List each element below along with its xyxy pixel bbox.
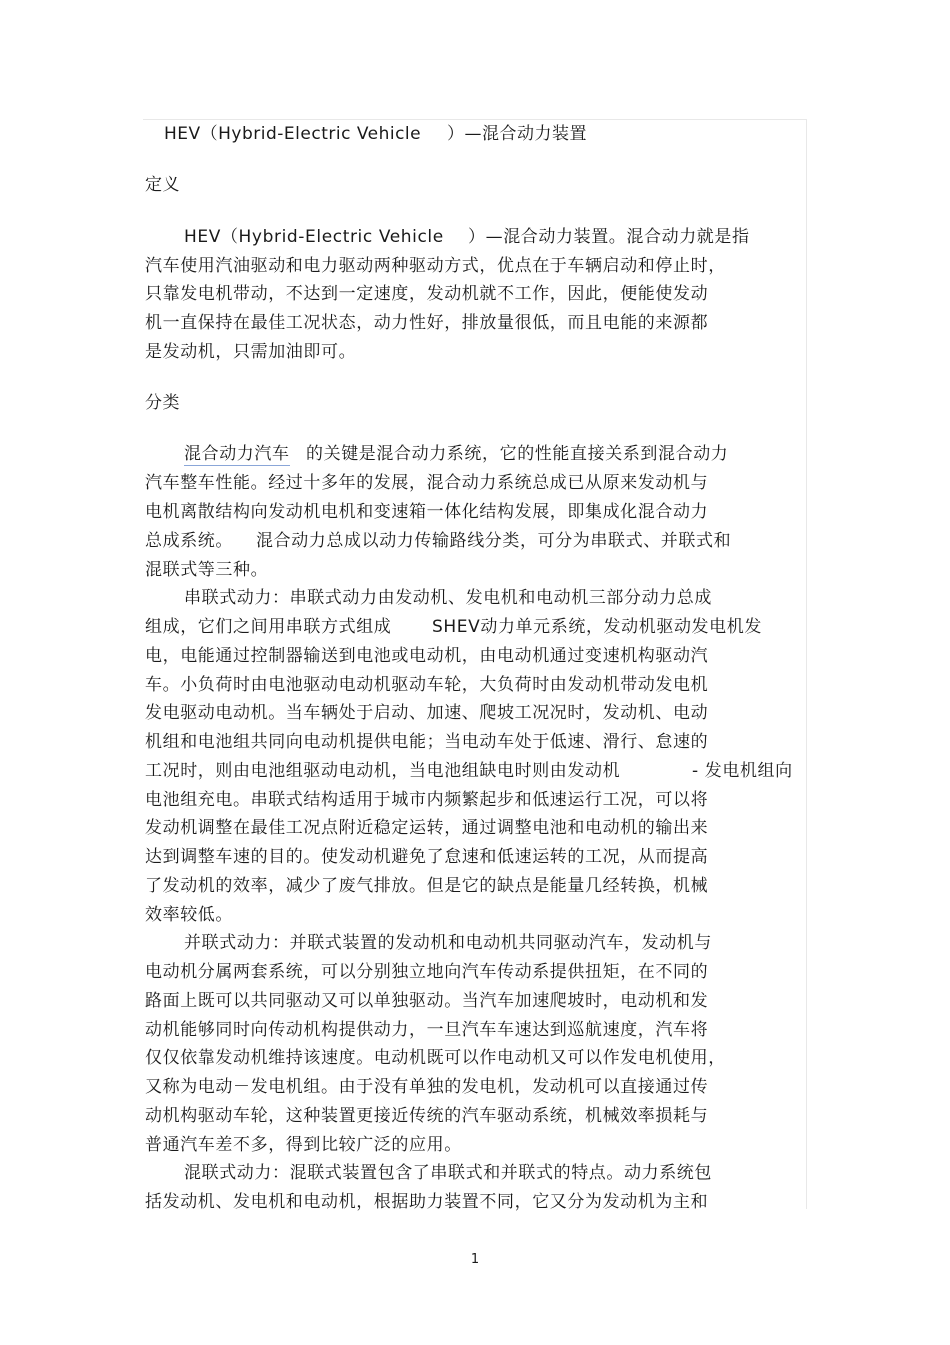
parallel-line-8: 普通汽车差不多，得到比较广泛的应用。 xyxy=(145,1135,462,1155)
series-line-5: 发电驱动电动机。当车辆处于启动、加速、爬坡工况况时，发动机、电动 xyxy=(145,703,709,723)
intro-line-5: 混联式等三种。 xyxy=(145,560,269,580)
page-number: 1 xyxy=(470,1252,480,1267)
intro-line-1: 的关键是混合动力系统，它的性能直接关系到混合动力 xyxy=(306,444,729,464)
series-line-2a: 组成，它们之间用串联方式组成 xyxy=(145,617,392,637)
series-line-6: 机组和电池组共同向电动机提供电能；当电动车处于低速、滑行、怠速的 xyxy=(145,732,709,752)
hybrid-car-link[interactable]: 混合动力汽车 xyxy=(184,444,290,464)
classification-heading: 分类 xyxy=(145,393,180,413)
parallel-line-3: 路面上既可以共同驱动又可以单独驱动。当汽车加速爬坡时，电动机和发 xyxy=(145,991,709,1011)
series-line-9: 发动机调整在最佳工况点附近稳定运转，通过调整电池和电动机的输出来 xyxy=(145,818,709,838)
series-line-12: 效率较低。 xyxy=(145,905,233,925)
parallel-line-1: 并联式动力：并联式装置的发动机和电动机共同驱动汽车，发动机与 xyxy=(184,933,712,953)
intro-line-4b: 混合动力总成以动力传输路线分类，可分为串联式、并联式和 xyxy=(256,531,732,551)
definition-line-5: 是发动机，只需加油即可。 xyxy=(145,342,357,362)
series-line-8: 电池组充电。串联式结构适用于城市内频繁起步和低速运行工况，可以将 xyxy=(145,790,709,810)
series-line-11: 了发动机的效率，减少了废气排放。但是它的缺点是能量几经转换，机械 xyxy=(145,876,709,896)
parallel-line-4: 动机能够同时向传动机构提供动力，一旦汽车车速达到巡航速度，汽车将 xyxy=(145,1020,709,1040)
definition-heading: 定义 xyxy=(145,175,180,195)
intro-line-4a: 总成系统。 xyxy=(145,531,233,551)
definition-line-1b: ）—混合动力装置。混合动力就是指 xyxy=(468,227,750,247)
doc-title-right: ）—混合动力装置 xyxy=(447,124,587,144)
series-line-7b: - 发电机组向 xyxy=(692,761,793,781)
parallel-line-7: 动机构驱动车轮，这种装置更接近传统的汽车驱动系统，机械效率损耗与 xyxy=(145,1106,709,1126)
definition-line-1a: HEV（Hybrid-Electric Vehicle xyxy=(184,227,444,247)
definition-line-4: 机一直保持在最佳工况状态，动力性好，排放量很低，而且电能的来源都 xyxy=(145,313,709,333)
hybrid-line-1: 混联式动力：混联式装置包含了串联式和并联式的特点。动力系统包 xyxy=(184,1163,712,1183)
series-line-4: 车。小负荷时由电池驱动电动机驱动车轮，大负荷时由发动机带动发电机 xyxy=(145,675,709,695)
hybrid-line-2: 括发动机、发电机和电动机，根据助力装置不同，它又分为发动机为主和 xyxy=(145,1192,709,1212)
doc-title-left: HEV（Hybrid-Electric Vehicle xyxy=(164,124,422,144)
intro-line-2: 汽车整车性能。经过十多年的发展，混合动力系统总成已从原来发动机与 xyxy=(145,473,709,493)
series-line-2b: SHEV动力单元系统，发动机驱动发电机发 xyxy=(432,617,762,637)
series-line-3: 电，电能通过控制器输送到电池或电动机，由电动机通过变速机构驱动汽 xyxy=(145,646,709,666)
series-line-10: 达到调整车速的目的。使发动机避免了怠速和低速运转的工况，从而提高 xyxy=(145,847,709,867)
parallel-line-2: 电动机分属两套系统，可以分别独立地向汽车传动系提供扭矩，在不同的 xyxy=(145,962,709,982)
series-line-7a: 工况时，则由电池组驱动电动机，当电池组缺电时则由发动机 xyxy=(145,761,621,781)
definition-line-2: 汽车使用汽油驱动和电力驱动两种驱动方式，优点在于车辆启动和停止时， xyxy=(145,256,726,276)
series-line-1: 串联式动力：串联式动力由发动机、发电机和电动机三部分动力总成 xyxy=(184,588,712,608)
parallel-line-6: 又称为电动－发电机组。由于没有单独的发电机，发动机可以直接通过传 xyxy=(145,1077,709,1097)
parallel-line-5: 仅仅依靠发动机维持该速度。电动机既可以作电动机又可以作发电机使用， xyxy=(145,1048,726,1068)
intro-line-3: 电机离散结构向发动机电机和变速箱一体化结构发展，即集成化混合动力 xyxy=(145,502,709,522)
definition-line-3: 只靠发电机带动，不达到一定速度，发动机就不工作，因此，便能使发动 xyxy=(145,284,709,304)
